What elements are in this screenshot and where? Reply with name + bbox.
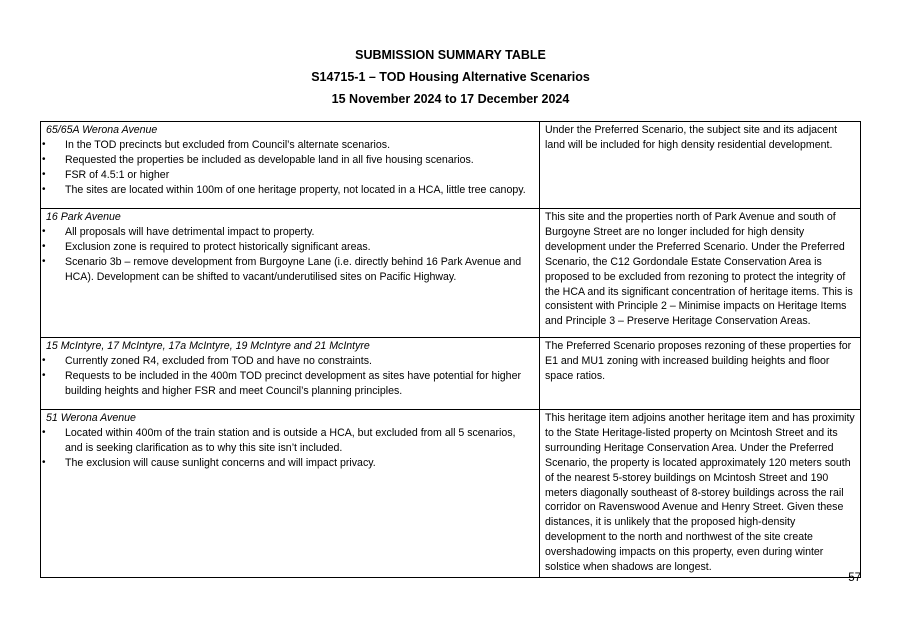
submission-cell xyxy=(41,410,540,578)
submission-points xyxy=(46,354,534,399)
submission-point: • Requests to be included in the 400m TOD precinct development as sites have potential for higher building heights and higher FSR and meet Council’s planning principles. xyxy=(46,369,534,399)
council-response: The Preferred Scenario proposes rezoning of these properties for E1 and MU1 zoning with increased building heights and floor space ratios. xyxy=(545,340,852,382)
council-response: This site and the properties north of Park Avenue and south of Burgoyne Street are no longer included for high density development under the Preferred Scenario. Under the Preferred Scenario, the C12 Gordondale Estate Conservation Area is proposed to be excluded from rezoning to protect the integrity of the HCA and its significant concentration of heritage items. This is consistent with Principle 2 – Minimise impacts on Heritage Items and Principle 3 – Preserve Heritage Conservation Areas. xyxy=(545,211,853,328)
submission-point: • Exclusion zone is required to protect historically significant areas. xyxy=(46,240,534,255)
submission-location: 15 McIntyre, 17 McIntyre, 17a McIntyre, 19 McIntyre and 21 McIntyre xyxy=(46,340,370,352)
submission-points xyxy=(46,138,534,198)
submission-cell xyxy=(41,338,540,410)
submission-point: • All proposals will have detrimental impact to property. xyxy=(46,225,534,240)
submission-cell xyxy=(41,122,540,209)
submission-point: • In the TOD precincts but excluded from Council’s alternate scenarios. xyxy=(46,138,534,153)
table-row xyxy=(41,122,861,209)
table-row xyxy=(41,338,861,410)
submission-point: • The sites are located within 100m of one heritage property, not located in a HCA, little tree canopy. xyxy=(46,183,534,198)
date-range: 15 November 2024 to 17 December 2024 xyxy=(331,92,570,106)
council-response: This heritage item adjoins another heritage item and has proximity to the State Heritage-listed property on Mcintosh Street and its surrounding Heritage Conservation Area. Under the Preferred Scenario, the property is located approximately 120 meters south of the nearest 5-storey buildings on Mcintosh Street and 190 meters diagonally southeast of 8-storey buildings across the rail corridor on Ravenswood Avenue and Henry Street. Given these distances, it is unlikely that the proposed high-density development to the north and northwest of the site create overshadowing impacts on this property, even during winter solstice when shadows are longest. xyxy=(545,412,855,574)
submission-points xyxy=(46,225,534,285)
response-cell xyxy=(540,209,861,338)
submission-point: • FSR of 4.5:1 or higher xyxy=(46,168,534,183)
table-title: SUBMISSION SUMMARY TABLE xyxy=(355,48,546,62)
response-cell xyxy=(540,410,861,578)
response-cell xyxy=(540,122,861,209)
submission-point: • The exclusion will cause sunlight concerns and will impact privacy. xyxy=(46,456,534,471)
submission-location: 51 Werona Avenue xyxy=(46,412,136,424)
page-number: 57 xyxy=(848,572,861,584)
submission-location: 16 Park Avenue xyxy=(46,211,121,223)
submission-point: • Scenario 3b – remove development from Burgoyne Lane (i.e. directly behind 16 Park Avenue and HCA). Development can be shifted to vacant/underutilised sites on Pacific Highway. xyxy=(46,255,534,285)
table-row xyxy=(41,209,861,338)
submission-location: 65/65A Werona Avenue xyxy=(46,124,158,136)
submission-summary-table xyxy=(40,121,861,578)
submission-points xyxy=(46,426,534,471)
submission-point: • Requested the properties be included as developable land in all five housing scenarios. xyxy=(46,153,534,168)
submission-point: • Currently zoned R4, excluded from TOD and have no constraints. xyxy=(46,354,534,369)
submission-point: • Located within 400m of the train station and is outside a HCA, but excluded from all 5 scenarios, and is seeking clarification as to why this site isn’t included. xyxy=(46,426,534,456)
document-header xyxy=(0,44,901,110)
council-response: Under the Preferred Scenario, the subject site and its adjacent land will be included for high density residential development. xyxy=(545,124,838,151)
response-cell xyxy=(540,338,861,410)
table-row xyxy=(41,410,861,578)
project-title: S14715-1 – TOD Housing Alternative Scenarios xyxy=(311,70,590,84)
submission-cell xyxy=(41,209,540,338)
